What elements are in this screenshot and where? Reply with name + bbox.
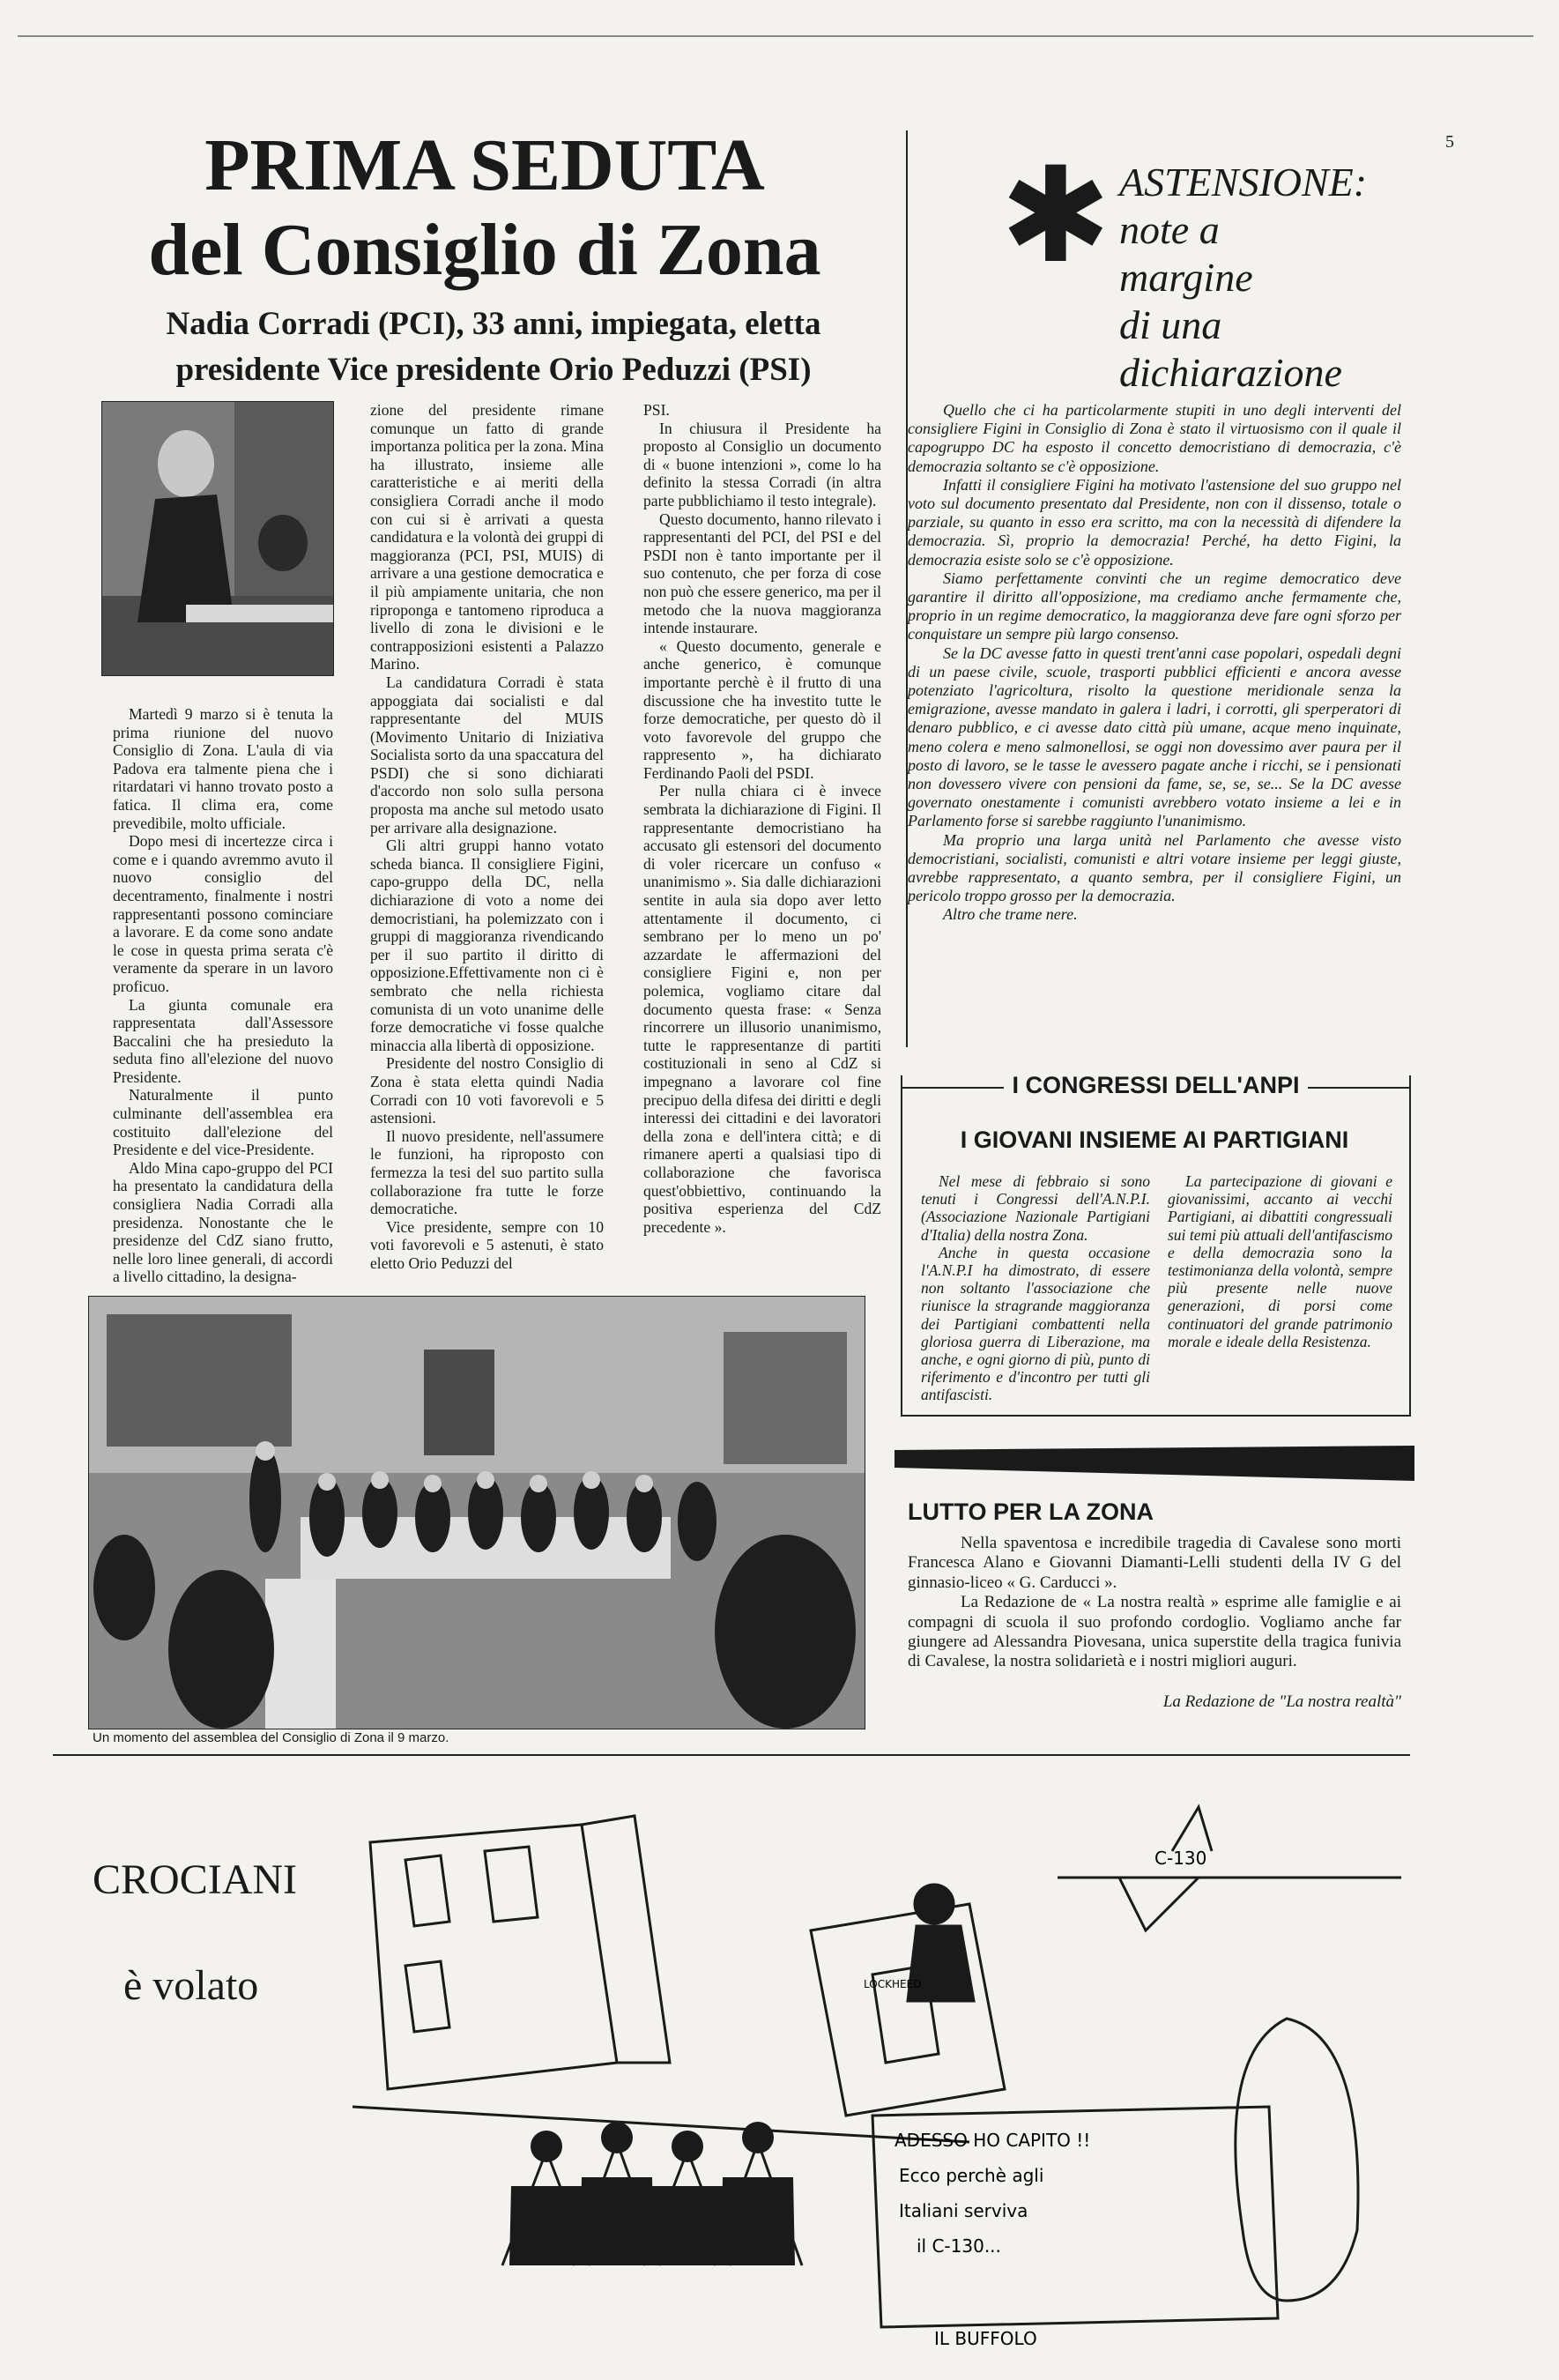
col2-paragraph-4: Presidente del nostro Consiglio di Zona è stata eletta quindi Nadia Corradi con 10 voti favorevoli e 5 astensioni. bbox=[370, 1054, 604, 1127]
headline-line-1: PRIMA SEDUTA bbox=[204, 124, 765, 206]
astensione-title-line-4: di una bbox=[1119, 302, 1222, 347]
astensione-title-line-2: note a bbox=[1119, 207, 1220, 252]
portrait-photo-drawing bbox=[102, 402, 333, 675]
lutto-body bbox=[908, 1534, 1401, 1672]
col3-paragraph-4: « Questo documento, generale e anche generico, è comunque importante perchè è il frutto di una discussione che ha investito tutte le forze democratiche, per questo dò il voto favorevole del gruppo che rappresento », ha dichiarato Ferdinando Paoli del PSDI. bbox=[643, 636, 881, 782]
assembly-photo bbox=[88, 1296, 865, 1729]
cartoon-drawing bbox=[353, 1772, 1410, 2354]
main-headline bbox=[88, 123, 881, 293]
col3-paragraph-2: In chiusura il Presidente ha proposto al Consiglio un documento di « buone intenzioni », come lo ha definito la stessa Corradi (in altra parte pubblichiamo il testo integrale). bbox=[643, 419, 881, 509]
astensione-title bbox=[1119, 159, 1367, 397]
anpi-subtitle: I GIOVANI INSIEME AI PARTIGIANI bbox=[960, 1127, 1349, 1153]
page-number: 5 bbox=[1445, 132, 1454, 152]
decorative-band bbox=[895, 1446, 1414, 1485]
main-article-column-2 bbox=[370, 401, 604, 1273]
col1-paragraph-5: Aldo Mina capo-gruppo del PCI ha presentato la candidatura della consigliera Nadia Corradi alla presidenza. Nonostante che le presidenze del CdZ siano frutto, nelle loro linee generali, di accordi a livello cittadino, la designa- bbox=[113, 1158, 333, 1286]
speech-line-1: ADESSO HO CAPITO !! bbox=[895, 2130, 1091, 2151]
suitcase-label: LOCKHEED bbox=[864, 1978, 922, 1990]
cartoon-subtitle: è volato bbox=[123, 1962, 259, 2009]
plane-label: C-130 bbox=[1154, 1848, 1207, 1869]
asterisk-icon: ✱ bbox=[1000, 139, 1111, 293]
speech-line-4: il C-130... bbox=[917, 2235, 1001, 2257]
col2-paragraph-3: Gli altri gruppi hanno votato scheda bianca. Il consigliere Figini, capo-gruppo della DC, nella dichiarazione di voto a nome dei democristiani, ha polemizzato con i gruppi di maggioranza rivendicando per il suo partito il diritto di opposizione.Effettivamente non ci è sembrato che nella richiesta comunista di un voto unanime delle forze democratiche vi fosse qualche minaccia alla libertà di opposizione. bbox=[370, 837, 604, 1054]
lutto-signature: La Redazione de "La nostra realtà" bbox=[1162, 1692, 1401, 1711]
lutto-paragraph-1: Nella spaventosa e incredibile tragedia di Cavalese sono morti Francesca Alano e Giovanni Diamanti-Lelli studenti della IV G del ginnasio-liceo « G. Carducci ». bbox=[908, 1534, 1401, 1592]
main-subhead bbox=[132, 301, 855, 393]
col1-paragraph-3: La giunta comunale era rappresentata dall'Assessore Baccalini che ha presieduto la seduta fino all'elezione del nuovo Presidente. bbox=[113, 995, 333, 1086]
col2-paragraph-6: Vice presidente, sempre con 10 voti favorevoli e 5 astenuti, è stato eletto Orio Peduzzi del bbox=[370, 1217, 604, 1272]
speech-line-2: Ecco perchè agli bbox=[899, 2165, 1044, 2186]
subhead-line-2: presidente Vice presidente Orio Peduzzi (PSI) bbox=[175, 352, 812, 388]
subhead-line-1: Nadia Corradi (PCI), 33 anni, impiegata, eletta bbox=[166, 306, 821, 342]
headline-line-2: del Consiglio di Zona bbox=[148, 209, 821, 291]
col2-paragraph-5: Il nuovo presidente, nell'assumere le funzioni, ha riproposto con fermezza la tesi del suo partito sulla collaborazione fra tutte le forze democratiche. bbox=[370, 1127, 604, 1218]
anpi-column-2 bbox=[1168, 1172, 1392, 1350]
lutto-paragraph-2: La Redazione de « La nostra realtà » esprime alle famiglie e ai compagni di scuola il suo profondo cordoglio. Vogliamo anche far giungere ad Alessandra Piovesana, unica superstite della tragica funivia di Cavalese, la nostra solidarietà e i nostri migliori auguri. bbox=[908, 1593, 1401, 1671]
main-article-column-3 bbox=[643, 401, 881, 1236]
astensione-paragraph-5: Ma proprio una larga unità nel Parlamento che avesse visto democristiani, socialisti, comunisti e altri votare insieme per leggi giuste, avrebbe rappresentato, a quanto sembra, per il consigliere Figini, un pericolo troppo grosso per la democrazia. bbox=[908, 830, 1401, 905]
cartoon-top-rule bbox=[53, 1754, 1410, 1756]
anpi-col1-paragraph-2: Anche in questa occasione l'A.N.P.I ha dimostrato, di essere non soltanto l'associazione che riunisce la stragrande maggioranza dei Partigiani combattenti nella gloriosa guerra di Liberazione, ma anche, e ogni giorno di più, punto di riferimento e d'incontro per tutti gli antifascisti. bbox=[921, 1243, 1150, 1404]
astensione-title-line-5: dichiarazione bbox=[1119, 350, 1342, 395]
lutto-title: LUTTO PER LA ZONA bbox=[908, 1499, 1154, 1525]
col3-paragraph-3: Questo documento, hanno rilevato i rappresentanti del PCI, del PSI e del PSDI non è tanto importante per il suo contenuto, che per forza di cose non può che essere generico, ma per il metodo che la nuova maggioranza intende instaurare. bbox=[643, 509, 881, 637]
assembly-photo-drawing bbox=[89, 1297, 865, 1729]
astensione-title-line-1: ASTENSIONE: bbox=[1119, 160, 1368, 205]
col2-paragraph-1: zione del presidente rimane comunque un fatto di grande importanza politica per la zona. Mina ha illustrato, insieme alle caratteristiche e ai meriti della consigliera Corradi anche il modo con cui si è arrivati a questa candidatura e la volontà dei gruppi di maggioranza (PCI, PSI, MUIS) di arrivare a una gestione democratica e il più ampiamente unitaria, che non riproponga e tantomeno riproduca a livello di zona le divisioni e le contrapposizioni esistenti a Palazzo Marino. bbox=[370, 401, 604, 673]
col1-paragraph-2: Dopo mesi di incertezze circa i come e i quando avremmo avuto il nuovo consiglio del decentramento, finalmente i nostri rappresentanti possono cominciare a lavorare. E da come sono andate le cose in questa prima serata c'è veramente da sperare in un lavoro proficuo. bbox=[113, 832, 333, 995]
astensione-paragraph-3: Siamo perfettamente convinti che un regime democratico deve garantire il diritto all'opposizione, ma crediamo anche fermamente che, proprio in un regime democratico, la maggioranza deve fare ogni sforzo per conquistare un sempre più largo consenso. bbox=[908, 569, 1401, 643]
astensione-paragraph-4: Se la DC avesse fatto in questi trent'anni case popolari, ospedali degni di un paese civile, scuole, trasporti pubblici efficienti e ancora avesse potenziato l'agricoltura, risolto la questione meridionale senza la emigrazione, avesse mandato in galera i ladri, i corrotti, gli sperperatori di denaro pubblico, e ci avesse dato città più umane, acque meno inquinate, meno colera e meno salmonellosi, se oggi non dovessimo aver paura per il posto di lavoro, se le tasse le avessero pagate anche i ricchi, se i pensionati non dovessero vivere con pensioni da fame, se, se, se... Se la DC avesse governato onestamente i comunisti avrebbero votato insieme a lei e in Parlamento forse si sarebbe raggiunto l'unanimismo. bbox=[908, 643, 1401, 830]
astensione-title-line-3: margine bbox=[1119, 255, 1253, 300]
anpi-column-1 bbox=[921, 1172, 1150, 1404]
astensione-paragraph-6: Altro che trame nere. bbox=[943, 905, 1078, 924]
anpi-col1-paragraph-1: Nel mese di febbraio si sono tenuti i Congressi dell'A.N.P.I. (Associazione Nazionale Partigiani d'Italia) della nostra Zona. bbox=[921, 1172, 1150, 1244]
anpi-col2-paragraph-1: La partecipazione di giovani e giovanissimi, accanto ai vecchi Partigiani, ai dibattiti congressuali sui temi più attuali dell'antifascismo e della democrazia sono la testimonianza della volontà, sempre più presente nelle nuove generazioni, di porsi come continuatori del grande patrimonio morale e ideale della Resistenza. bbox=[1168, 1172, 1392, 1350]
anpi-box-title bbox=[901, 1072, 1411, 1099]
main-article-column-1 bbox=[113, 705, 333, 1286]
anpi-box-title-text: I CONGRESSI DELL'ANPI bbox=[1004, 1072, 1309, 1098]
col3-paragraph-5: Per nulla chiara ci è invece sembrata la dichiarazione di Figini. Il rappresentante democristiano ha accusato gli estensori del documento di voler ricercare un confuso « unanimismo ». Sia dalle dichiarazioni sentite in aula sia dopo aver letto attentamente il documento, ci sembrano per lo meno un po' azzardate le affermazioni del consigliere Figini e, non per polemica, vogliamo citare dal documento questa frase: « Senza rincorrere un illusorio unanimismo, tutte le rappresentanze di partiti costituzionali in seno al CdZ si impegnano a lavorare col fine precipuo della difesa dei diritti e degli interessi dei cittadini e dei lavoratori della zona e dell'intera città; e di rimanere aperti a qualsiasi tipo di collaborazione che favorisca quest'obbiettivo, continuando la positiva esperienza del CdZ precedente ». bbox=[643, 782, 881, 1236]
top-border bbox=[18, 35, 1533, 37]
astensione-body bbox=[908, 401, 1401, 925]
astensione-paragraph-1: Quello che ci ha particolarmente stupiti in uno degli interventi del consigliere Figini in Consiglio di Zona è stato il virtuosismo con il quale il capogruppo DC ha esposto il concetto democristiano di democrazia, c'è democrazia soltanto se c'è opposizione. bbox=[908, 401, 1401, 475]
portrait-photo bbox=[101, 401, 334, 676]
assembly-photo-caption: Un momento del assemblea del Consiglio di Zona il 9 marzo. bbox=[93, 1730, 449, 1745]
col1-paragraph-1: Martedì 9 marzo si è tenuta la prima riunione del nuovo Consiglio di Zona. L'aula di via Padova era talmente piena che i ritardatari vi hanno trovato posto a fatica. Il clima era, come prevedibile, molto ufficiale. bbox=[113, 705, 333, 832]
cartoon-title: CROCIANI bbox=[93, 1856, 298, 1903]
col3-paragraph-1: PSI. bbox=[643, 401, 670, 419]
speech-line-3: Italiani serviva bbox=[899, 2200, 1028, 2221]
col2-paragraph-2: La candidatura Corradi è stata appoggiata dai socialisti e dal rappresentante del MUIS (Movimento Unitario di Iniziativa Socialista sorto da una spaccatura del PSDI) che si sono dichiarati d'accordo non solo sulla persona proposta ma anche sul metodo usato per arrivare alla designazione. bbox=[370, 673, 604, 837]
col1-paragraph-4: Naturalmente il punto culminante dell'assemblea era costituito dall'elezione del Presidente e del vice-Presidente. bbox=[113, 1086, 333, 1159]
astensione-paragraph-2: Infatti il consigliere Figini ha motivato l'astensione del suo gruppo nel voto sul documento presentato dal Presidente, non con il dissenso, totale o parziale, su quanto in esso era scritto, ma con la necessità di difendere la democrazia. Sì, proprio la democrazia! Perché, ha detto Figini, la democrazia esiste solo se c'è opposizione. bbox=[908, 475, 1401, 569]
cartoon-artist: IL BUFFOLO bbox=[934, 2328, 1037, 2349]
